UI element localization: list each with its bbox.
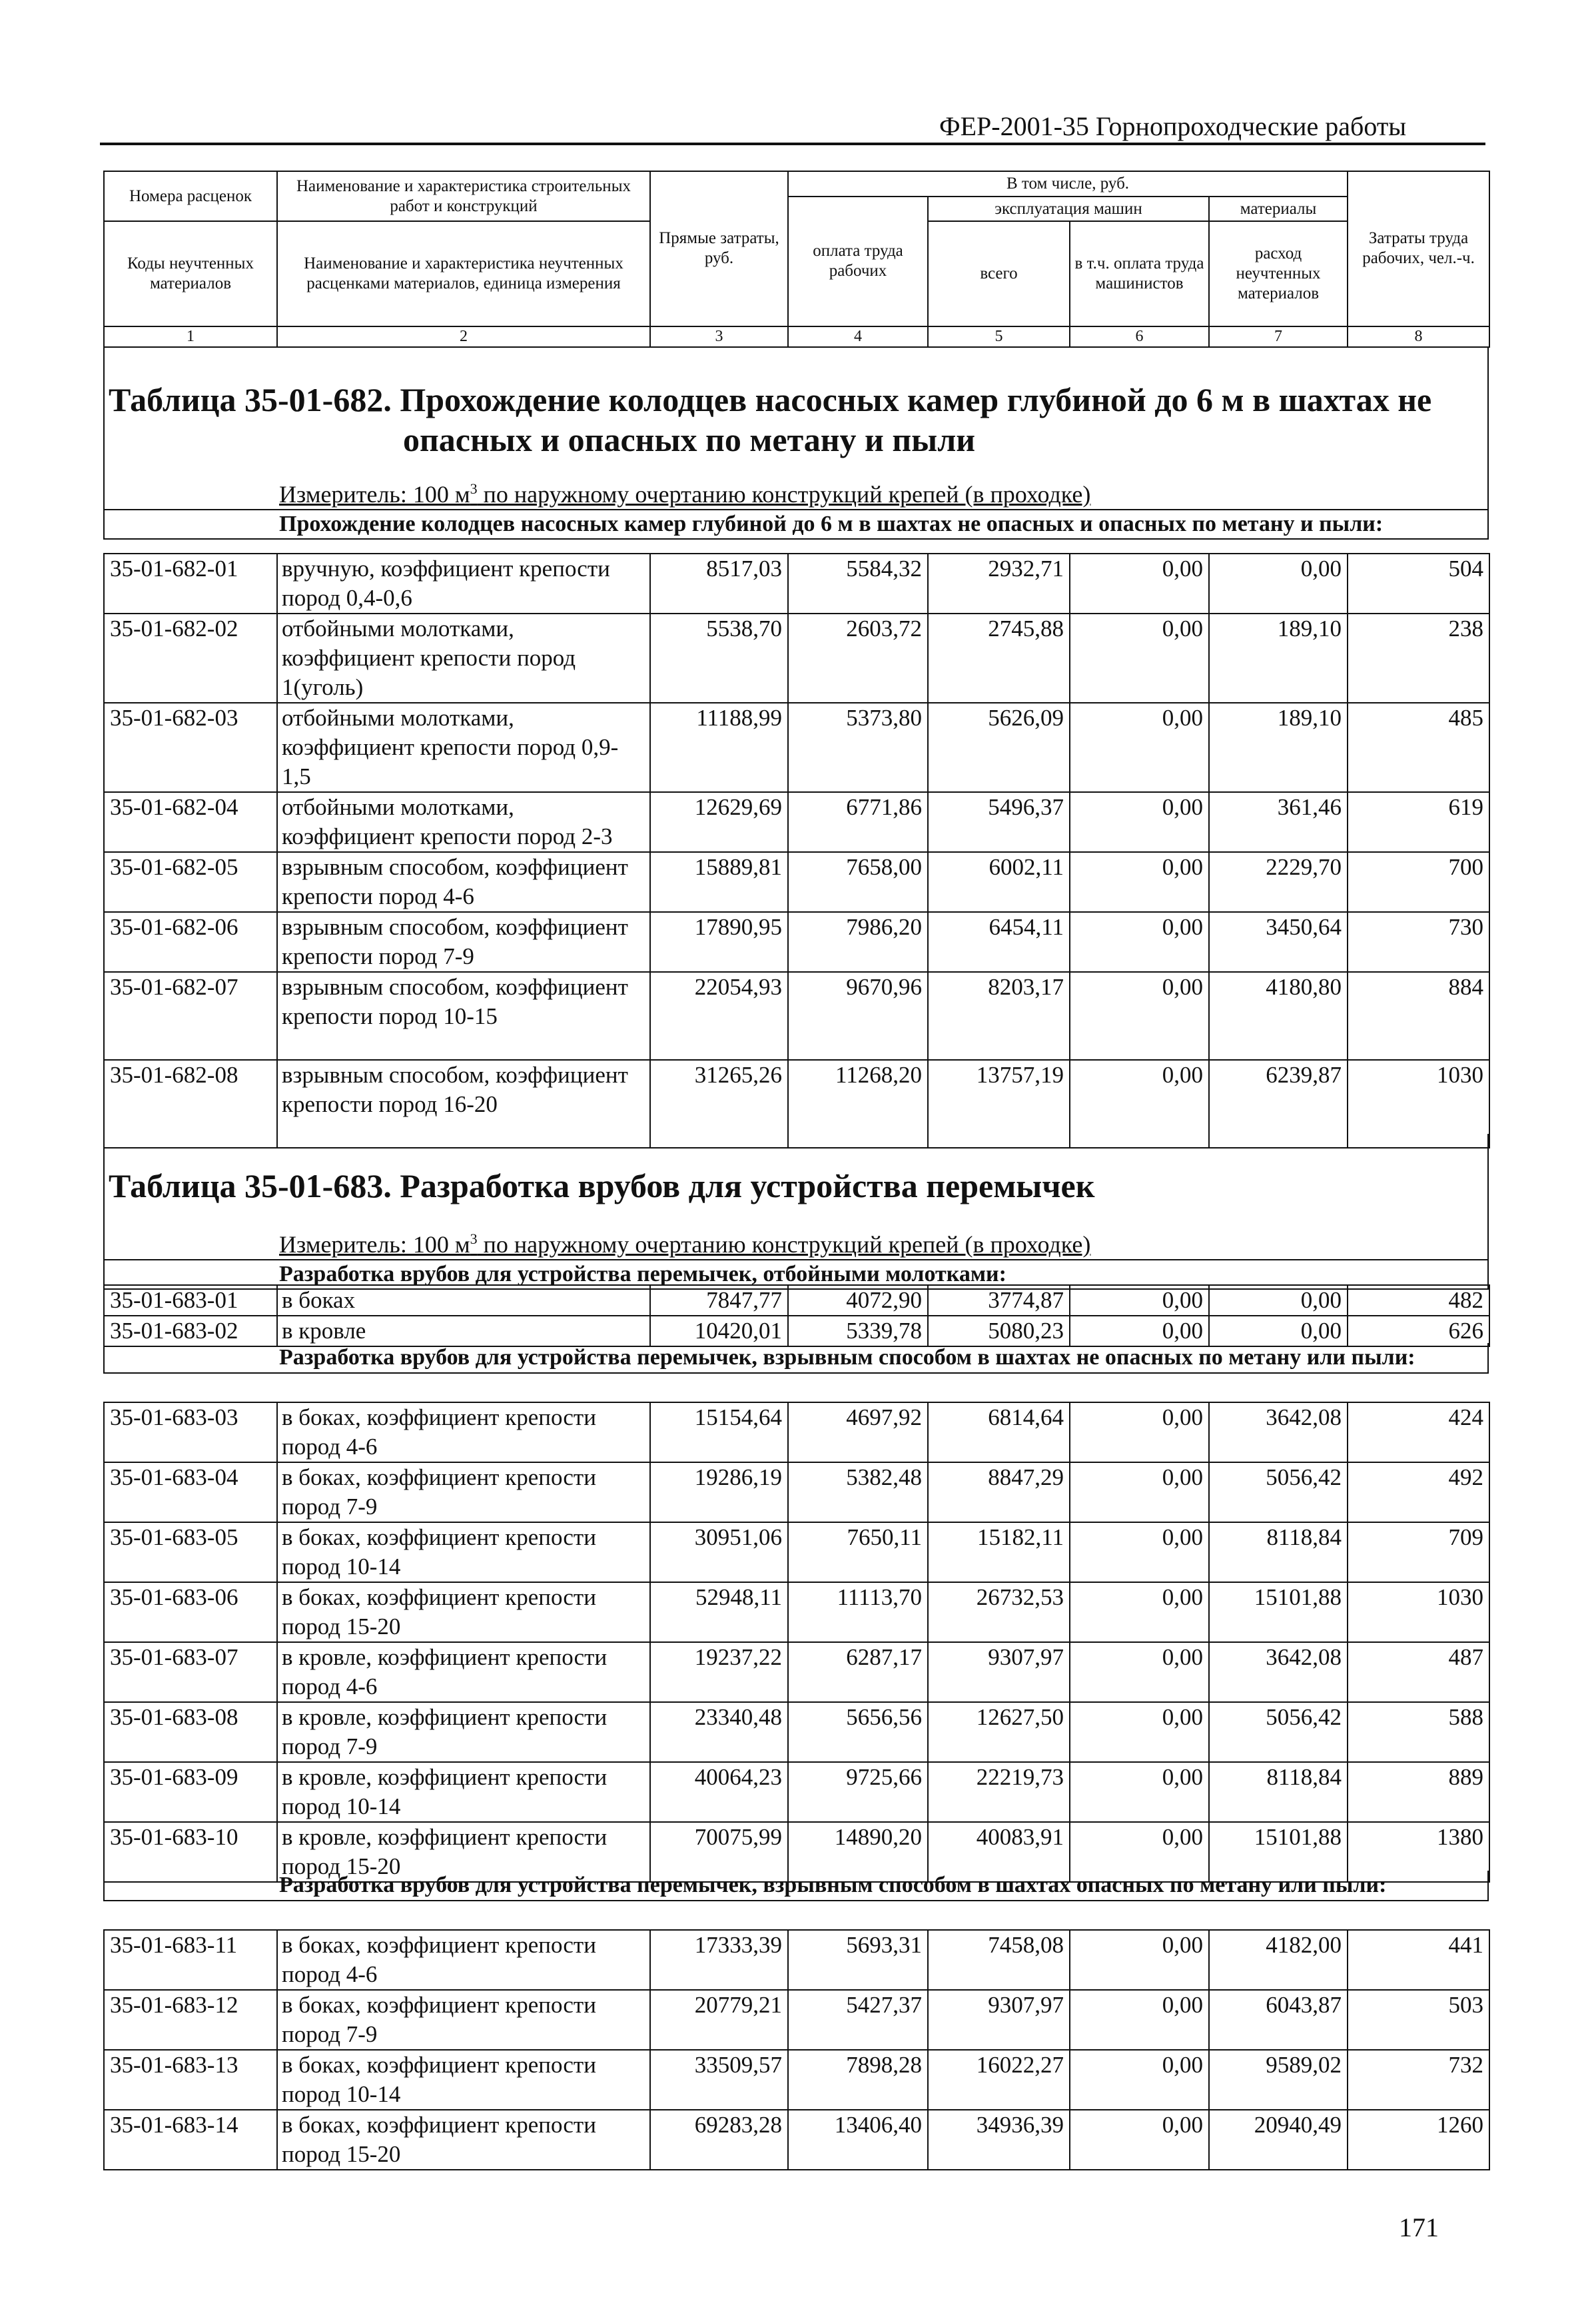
work-description: отбойными молотками, коэффициент крепости пород 1(уголь) bbox=[277, 614, 650, 703]
worker-pay-value: 6287,17 bbox=[788, 1642, 928, 1702]
materials-value: 6239,87 bbox=[1209, 1060, 1348, 1148]
table-683-group-2-block bbox=[103, 1343, 1489, 1374]
worker-pay-value: 9670,96 bbox=[788, 972, 928, 1060]
direct-costs-value: 12629,69 bbox=[650, 792, 788, 852]
table-row bbox=[104, 1990, 1489, 2050]
work-description: в кровле, коэффициент крепости пород 10-14 bbox=[277, 1762, 650, 1822]
work-description: в боках, коэффициент крепости пород 15-20 bbox=[277, 1582, 650, 1642]
table-row bbox=[104, 972, 1489, 1060]
labor-value: 884 bbox=[1348, 972, 1489, 1060]
rate-code: 35-01-683-12 bbox=[104, 1990, 277, 2050]
work-description: взрывным способом, коэффициент крепости пород 4-6 bbox=[277, 852, 650, 912]
direct-costs-value: 17890,95 bbox=[650, 912, 788, 972]
table-682-body bbox=[103, 553, 1490, 1148]
materials-value: 3642,08 bbox=[1209, 1402, 1348, 1462]
machines-value: 6002,11 bbox=[928, 852, 1070, 912]
direct-costs-value: 5538,70 bbox=[650, 614, 788, 703]
col-work-name: Наименование и характеристика строительных работ и конструкций bbox=[277, 171, 650, 221]
machinist-pay-value: 0,00 bbox=[1070, 614, 1209, 703]
machines-value: 9307,97 bbox=[928, 1990, 1070, 2050]
materials-value: 189,10 bbox=[1209, 703, 1348, 792]
table-row bbox=[104, 1642, 1489, 1702]
col-index: 3 bbox=[650, 326, 788, 347]
work-description: вручную, коэффициент крепости пород 0,4-0,6 bbox=[277, 554, 650, 614]
worker-pay-value: 5656,56 bbox=[788, 1702, 928, 1762]
rate-code: 35-01-682-07 bbox=[104, 972, 277, 1060]
rate-code: 35-01-683-04 bbox=[104, 1462, 277, 1522]
worker-pay-value: 11268,20 bbox=[788, 1060, 928, 1148]
machines-value: 5626,09 bbox=[928, 703, 1070, 792]
labor-value: 482 bbox=[1348, 1285, 1489, 1316]
direct-costs-value: 19286,19 bbox=[650, 1462, 788, 1522]
table-row bbox=[104, 1285, 1489, 1316]
machinist-pay-value: 0,00 bbox=[1070, 912, 1209, 972]
table-row bbox=[104, 1402, 1489, 1462]
machines-value: 6814,64 bbox=[928, 1402, 1070, 1462]
machinist-pay-value: 0,00 bbox=[1070, 703, 1209, 792]
worker-pay-value: 5382,48 bbox=[788, 1462, 928, 1522]
labor-value: 732 bbox=[1348, 2050, 1489, 2110]
table-row bbox=[104, 614, 1489, 703]
table-682-heading bbox=[103, 348, 1489, 540]
worker-pay-value: 7650,11 bbox=[788, 1522, 928, 1582]
machinist-pay-value: 0,00 bbox=[1070, 1990, 1209, 2050]
table-683-group-2: Разработка врубов для устройства перемычек, взрывным способом в шахтах не опасных по метану или пыли: bbox=[279, 1345, 1415, 1370]
col-direct-costs: Прямые затраты, руб. bbox=[650, 171, 788, 326]
direct-costs-value: 15889,81 bbox=[650, 852, 788, 912]
materials-value: 5056,42 bbox=[1209, 1462, 1348, 1522]
worker-pay-value: 14890,20 bbox=[788, 1822, 928, 1882]
table-682-title: Таблица 35-01-682. Прохождение колодцев насосных камер глубиной до 6 м в шахтах не опасных и опасных по метану и пыли bbox=[109, 381, 1432, 458]
machinist-pay-value: 0,00 bbox=[1070, 1822, 1209, 1882]
table-row bbox=[104, 703, 1489, 792]
work-description: в кровле, коэффициент крепости пород 4-6 bbox=[277, 1642, 650, 1702]
work-description: взрывным способом, коэффициент крепости пород 16-20 bbox=[277, 1060, 650, 1148]
materials-value: 0,00 bbox=[1209, 1285, 1348, 1316]
direct-costs-value: 70075,99 bbox=[650, 1822, 788, 1882]
rate-code: 35-01-682-06 bbox=[104, 912, 277, 972]
direct-costs-value: 40064,23 bbox=[650, 1762, 788, 1822]
labor-value: 503 bbox=[1348, 1990, 1489, 2050]
col-worker-pay: оплата труда рабочих bbox=[788, 197, 928, 326]
rate-code: 35-01-682-08 bbox=[104, 1060, 277, 1148]
rate-code: 35-01-682-02 bbox=[104, 614, 277, 703]
materials-value: 8118,84 bbox=[1209, 1762, 1348, 1822]
work-description: в боках, коэффициент крепости пород 15-20 bbox=[277, 2110, 650, 2170]
table-row bbox=[104, 554, 1489, 614]
table-row bbox=[104, 912, 1489, 972]
table-683-heading bbox=[103, 1134, 1489, 1290]
rate-code: 35-01-683-01 bbox=[104, 1285, 277, 1316]
col-index: 6 bbox=[1070, 326, 1209, 347]
worker-pay-value: 2603,72 bbox=[788, 614, 928, 703]
worker-pay-value: 9725,66 bbox=[788, 1762, 928, 1822]
rate-code: 35-01-683-05 bbox=[104, 1522, 277, 1582]
col-index: 1 bbox=[104, 326, 277, 347]
table-682-measure: Измеритель: 100 $м^3$ по наружному очертанию конструкций крепей (в проходке) bbox=[105, 474, 1487, 510]
col-unpriced-materials: расход неучтенных материалов bbox=[1209, 221, 1348, 326]
col-machinist-pay: в т.ч. оплата труда машинистов bbox=[1070, 221, 1209, 326]
worker-pay-value: 7986,20 bbox=[788, 912, 928, 972]
rate-code: 35-01-683-02 bbox=[104, 1316, 277, 1346]
materials-value: 9589,02 bbox=[1209, 2050, 1348, 2110]
worker-pay-value: 5584,32 bbox=[788, 554, 928, 614]
table-683-measure: Измеритель: 100 $м^3$ по наружному очертанию конструкций крепей (в проходке) bbox=[105, 1224, 1487, 1260]
worker-pay-value: 7658,00 bbox=[788, 852, 928, 912]
worker-pay-value: 5339,78 bbox=[788, 1316, 928, 1346]
direct-costs-value: 19237,22 bbox=[650, 1642, 788, 1702]
materials-value: 15101,88 bbox=[1209, 1822, 1348, 1882]
work-description: в боках, коэффициент крепости пород 4-6 bbox=[277, 1402, 650, 1462]
labor-value: 889 bbox=[1348, 1762, 1489, 1822]
labor-value: 709 bbox=[1348, 1522, 1489, 1582]
labor-value: 619 bbox=[1348, 792, 1489, 852]
labor-value: 626 bbox=[1348, 1316, 1489, 1346]
labor-value: 487 bbox=[1348, 1642, 1489, 1702]
materials-value: 20940,49 bbox=[1209, 2110, 1348, 2170]
direct-costs-value: 31265,26 bbox=[650, 1060, 788, 1148]
work-description: в кровле, коэффициент крепости пород 15-20 bbox=[277, 1822, 650, 1882]
table-row bbox=[104, 1462, 1489, 1522]
worker-pay-value: 13406,40 bbox=[788, 2110, 928, 2170]
materials-value: 2229,70 bbox=[1209, 852, 1348, 912]
rate-code: 35-01-682-03 bbox=[104, 703, 277, 792]
machines-value: 22219,73 bbox=[928, 1762, 1070, 1822]
worker-pay-value: 5693,31 bbox=[788, 1930, 928, 1990]
machinist-pay-value: 0,00 bbox=[1070, 1285, 1209, 1316]
table-683-body-1 bbox=[103, 1284, 1490, 1347]
rate-code: 35-01-683-07 bbox=[104, 1642, 277, 1702]
machinist-pay-value: 0,00 bbox=[1070, 1522, 1209, 1582]
worker-pay-value: 11113,70 bbox=[788, 1582, 928, 1642]
machinist-pay-value: 0,00 bbox=[1070, 1060, 1209, 1148]
materials-value: 4180,80 bbox=[1209, 972, 1348, 1060]
rate-code: 35-01-683-14 bbox=[104, 2110, 277, 2170]
machines-value: 2745,88 bbox=[928, 614, 1070, 703]
table-683-group-3: Разработка врубов для устройства перемычек, взрывным способом в шахтах опасных по метану или пыли: bbox=[279, 1873, 1387, 1897]
machines-value: 5496,37 bbox=[928, 792, 1070, 852]
machines-value: 5080,23 bbox=[928, 1316, 1070, 1346]
table-683-body-2 bbox=[103, 1402, 1490, 1883]
table-row bbox=[104, 852, 1489, 912]
machinist-pay-value: 0,00 bbox=[1070, 972, 1209, 1060]
worker-pay-value: 6771,86 bbox=[788, 792, 928, 852]
table-row bbox=[104, 1930, 1489, 1990]
direct-costs-value: 69283,28 bbox=[650, 2110, 788, 2170]
machines-value: 13757,19 bbox=[928, 1060, 1070, 1148]
worker-pay-value: 4072,90 bbox=[788, 1285, 928, 1316]
labor-value: 1380 bbox=[1348, 1822, 1489, 1882]
col-index: 8 bbox=[1348, 326, 1489, 347]
labor-value: 441 bbox=[1348, 1930, 1489, 1990]
machines-value: 6454,11 bbox=[928, 912, 1070, 972]
col-machines: эксплуатация машин bbox=[928, 197, 1209, 222]
work-description: в боках bbox=[277, 1285, 650, 1316]
rate-code: 35-01-682-01 bbox=[104, 554, 277, 614]
table-683-title: Таблица 35-01-683. Разработка врубов для устройства перемычек bbox=[109, 1167, 1095, 1204]
table-row bbox=[104, 1582, 1489, 1642]
machines-value: 26732,53 bbox=[928, 1582, 1070, 1642]
direct-costs-value: 17333,39 bbox=[650, 1930, 788, 1990]
rate-code: 35-01-683-09 bbox=[104, 1762, 277, 1822]
direct-costs-value: 30951,06 bbox=[650, 1522, 788, 1582]
machinist-pay-value: 0,00 bbox=[1070, 2050, 1209, 2110]
labor-value: 1260 bbox=[1348, 2110, 1489, 2170]
materials-value: 3642,08 bbox=[1209, 1642, 1348, 1702]
work-description: отбойными молотками, коэффициент крепости пород 2-3 bbox=[277, 792, 650, 852]
materials-value: 3450,64 bbox=[1209, 912, 1348, 972]
machines-value: 3774,87 bbox=[928, 1285, 1070, 1316]
machinist-pay-value: 0,00 bbox=[1070, 1702, 1209, 1762]
labor-value: 504 bbox=[1348, 554, 1489, 614]
direct-costs-value: 11188,99 bbox=[650, 703, 788, 792]
direct-costs-value: 22054,93 bbox=[650, 972, 788, 1060]
direct-costs-value: 8517,03 bbox=[650, 554, 788, 614]
direct-costs-value: 52948,11 bbox=[650, 1582, 788, 1642]
col-index: 4 bbox=[788, 326, 928, 347]
col-index: 5 bbox=[928, 326, 1070, 347]
machines-value: 8203,17 bbox=[928, 972, 1070, 1060]
table-row bbox=[104, 1762, 1489, 1822]
labor-value: 424 bbox=[1348, 1402, 1489, 1462]
table-683-group-1: Разработка врубов для устройства перемычек, отбойными молотками: bbox=[105, 1260, 1487, 1290]
column-header-table bbox=[103, 171, 1490, 348]
worker-pay-value: 4697,92 bbox=[788, 1402, 928, 1462]
rate-code: 35-01-683-06 bbox=[104, 1582, 277, 1642]
machinist-pay-value: 0,00 bbox=[1070, 1402, 1209, 1462]
materials-value: 6043,87 bbox=[1209, 1990, 1348, 2050]
rate-code: 35-01-683-03 bbox=[104, 1402, 277, 1462]
labor-value: 238 bbox=[1348, 614, 1489, 703]
work-description: взрывным способом, коэффициент крепости пород 10-15 bbox=[277, 972, 650, 1060]
page-header-title: ФЕР-2001-35 Горнопроходческие работы bbox=[939, 111, 1407, 141]
labor-value: 730 bbox=[1348, 912, 1489, 972]
worker-pay-value: 5373,80 bbox=[788, 703, 928, 792]
direct-costs-value: 7847,77 bbox=[650, 1285, 788, 1316]
machinist-pay-value: 0,00 bbox=[1070, 1930, 1209, 1990]
machines-value: 12627,50 bbox=[928, 1702, 1070, 1762]
worker-pay-value: 5427,37 bbox=[788, 1990, 928, 2050]
table-row bbox=[104, 1702, 1489, 1762]
machinist-pay-value: 0,00 bbox=[1070, 1316, 1209, 1346]
rate-code: 35-01-683-11 bbox=[104, 1930, 277, 1990]
rate-code: 35-01-683-10 bbox=[104, 1822, 277, 1882]
work-description: взрывным способом, коэффициент крепости пород 7-9 bbox=[277, 912, 650, 972]
materials-value: 8118,84 bbox=[1209, 1522, 1348, 1582]
machinist-pay-value: 0,00 bbox=[1070, 1642, 1209, 1702]
machines-value: 2932,71 bbox=[928, 554, 1070, 614]
table-row bbox=[104, 2050, 1489, 2110]
col-codes: Коды неучтенных материалов bbox=[104, 221, 277, 326]
rate-code: 35-01-683-13 bbox=[104, 2050, 277, 2110]
materials-value: 15101,88 bbox=[1209, 1582, 1348, 1642]
machines-value: 7458,08 bbox=[928, 1930, 1070, 1990]
work-description: в кровле bbox=[277, 1316, 650, 1346]
labor-value: 485 bbox=[1348, 703, 1489, 792]
col-machines-total: всего bbox=[928, 221, 1070, 326]
table-row bbox=[104, 1316, 1489, 1346]
materials-value: 4182,00 bbox=[1209, 1930, 1348, 1990]
rate-code: 35-01-682-05 bbox=[104, 852, 277, 912]
materials-value: 5056,42 bbox=[1209, 1702, 1348, 1762]
labor-value: 700 bbox=[1348, 852, 1489, 912]
machines-value: 40083,91 bbox=[928, 1822, 1070, 1882]
materials-value: 361,46 bbox=[1209, 792, 1348, 852]
direct-costs-value: 10420,01 bbox=[650, 1316, 788, 1346]
machinist-pay-value: 0,00 bbox=[1070, 1462, 1209, 1522]
materials-value: 189,10 bbox=[1209, 614, 1348, 703]
worker-pay-value: 7898,28 bbox=[788, 2050, 928, 2110]
machinist-pay-value: 0,00 bbox=[1070, 792, 1209, 852]
materials-value: 0,00 bbox=[1209, 1316, 1348, 1346]
table-row bbox=[104, 2110, 1489, 2170]
labor-value: 1030 bbox=[1348, 1060, 1489, 1148]
table-683-group-3-block bbox=[103, 1871, 1489, 1901]
work-description: в боках, коэффициент крепости пород 4-6 bbox=[277, 1930, 650, 1990]
rate-code: 35-01-682-04 bbox=[104, 792, 277, 852]
table-682-group: Прохождение колодцев насосных камер глубиной до 6 м в шахтах не опасных и опасных по метану и пыли: bbox=[105, 510, 1487, 540]
machinist-pay-value: 0,00 bbox=[1070, 554, 1209, 614]
work-description: в боках, коэффициент крепости пород 10-14 bbox=[277, 1522, 650, 1582]
rate-code: 35-01-683-08 bbox=[104, 1702, 277, 1762]
machines-value: 15182,11 bbox=[928, 1522, 1070, 1582]
machines-value: 9307,97 bbox=[928, 1642, 1070, 1702]
labor-value: 588 bbox=[1348, 1702, 1489, 1762]
col-materials: материалы bbox=[1209, 197, 1348, 222]
machinist-pay-value: 0,00 bbox=[1070, 1582, 1209, 1642]
col-index: 7 bbox=[1209, 326, 1348, 347]
machinist-pay-value: 0,00 bbox=[1070, 2110, 1209, 2170]
direct-costs-value: 20779,21 bbox=[650, 1990, 788, 2050]
machines-value: 34936,39 bbox=[928, 2110, 1070, 2170]
col-index: 2 bbox=[277, 326, 650, 347]
col-including: В том числе, руб. bbox=[788, 171, 1348, 197]
direct-costs-value: 15154,64 bbox=[650, 1402, 788, 1462]
labor-value: 1030 bbox=[1348, 1582, 1489, 1642]
work-description: в боках, коэффициент крепости пород 7-9 bbox=[277, 1462, 650, 1522]
page-number: 171 bbox=[1399, 2212, 1439, 2242]
work-description: в боках, коэффициент крепости пород 7-9 bbox=[277, 1990, 650, 2050]
col-rate-number: Номера расценок bbox=[104, 171, 277, 221]
machines-value: 8847,29 bbox=[928, 1462, 1070, 1522]
table-683-body-3 bbox=[103, 1929, 1490, 2170]
header-rule bbox=[100, 143, 1485, 145]
materials-value: 0,00 bbox=[1209, 554, 1348, 614]
table-row bbox=[104, 792, 1489, 852]
labor-value: 492 bbox=[1348, 1462, 1489, 1522]
machinist-pay-value: 0,00 bbox=[1070, 852, 1209, 912]
table-row bbox=[104, 1522, 1489, 1582]
machines-value: 16022,27 bbox=[928, 2050, 1070, 2110]
work-description: в боках, коэффициент крепости пород 10-14 bbox=[277, 2050, 650, 2110]
work-description: в кровле, коэффициент крепости пород 7-9 bbox=[277, 1702, 650, 1762]
work-description: отбойными молотками, коэффициент крепости пород 0,9-1,5 bbox=[277, 703, 650, 792]
direct-costs-value: 23340,48 bbox=[650, 1702, 788, 1762]
direct-costs-value: 33509,57 bbox=[650, 2050, 788, 2110]
col-unpriced-name: Наименование и характеристика неучтенных расценками материалов, единица измерения bbox=[277, 221, 650, 326]
machinist-pay-value: 0,00 bbox=[1070, 1762, 1209, 1822]
col-labor: Затраты труда рабочих, чел.-ч. bbox=[1348, 171, 1489, 326]
